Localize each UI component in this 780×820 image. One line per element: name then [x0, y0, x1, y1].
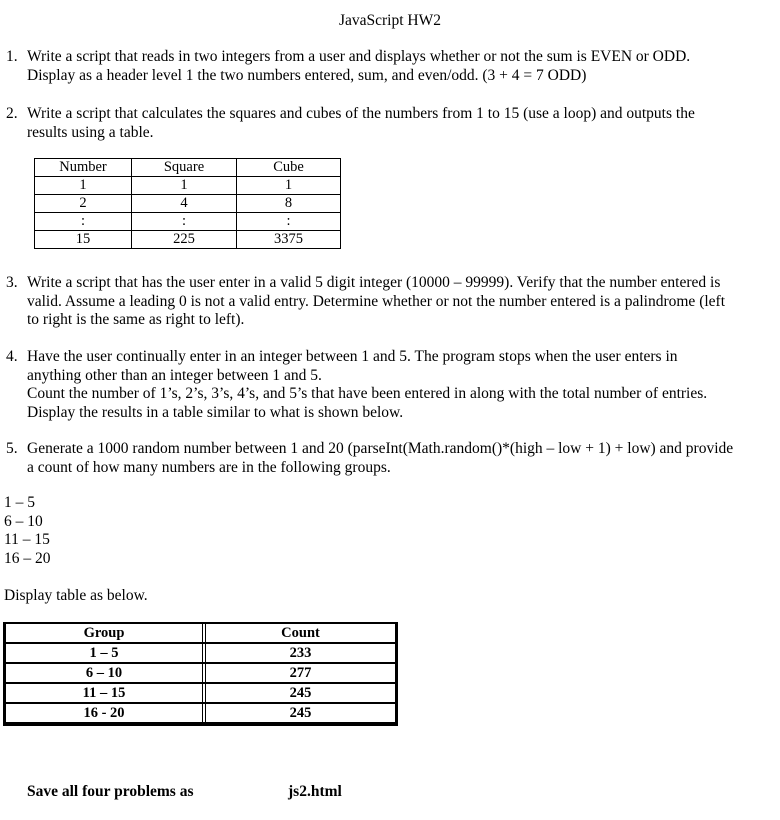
question-line: Generate a 1000 random number between 1 and 20 (parseInt(Math.random()*(high – low + 1) + low) and provide	[27, 440, 734, 457]
cell-count: 233	[205, 644, 396, 664]
document-title: JavaScript HW2	[338, 12, 441, 29]
cell-group: 11 – 15	[5, 684, 203, 704]
header-number: Number	[35, 159, 132, 177]
cell-group: 1 – 5	[5, 644, 203, 664]
question-line: Display as a header level 1 the two numbers entered, sum, and even/odd. (3 + 4 = 7 ODD)	[27, 66, 587, 84]
squares-cubes-table	[34, 158, 341, 249]
cell-number: 2	[35, 195, 132, 213]
cell-number: 15	[35, 231, 132, 249]
table-row	[35, 195, 341, 213]
question-line: to right is the same as right to left).	[27, 311, 245, 328]
display-instruction: Display table as below.	[4, 587, 148, 604]
table-header-row	[35, 159, 341, 177]
cell-group: 6 – 10	[5, 664, 203, 684]
header-square: Square	[132, 159, 237, 177]
table-row	[5, 644, 396, 664]
question-3	[6, 274, 766, 330]
groups-list	[4, 494, 51, 568]
question-line: a count of how many numbers are in the following groups.	[27, 458, 391, 476]
table-row	[35, 213, 341, 231]
question-line: valid. Assume a leading 0 is not a valid entry. Determine whether or not the number entered is a palindrome (left	[27, 292, 726, 310]
cell-cube: :	[237, 213, 341, 231]
group-item: 6 – 10	[4, 512, 43, 530]
save-instruction: Save all four problems as	[27, 783, 194, 800]
question-2	[6, 105, 766, 142]
question-line: anything other than an integer between 1 and 5.	[27, 366, 322, 384]
cell-square: 4	[132, 195, 237, 213]
question-line: Write a script that has the user enter in a valid 5 digit integer (10000 – 99999). Verify that the number entered is	[27, 274, 721, 291]
table-row	[5, 704, 396, 724]
save-filename: js2.html	[288, 783, 342, 800]
question-5	[6, 440, 766, 477]
question-line: Display the results in a table similar to what is shown below.	[27, 403, 404, 421]
cell-count: 277	[205, 664, 396, 684]
cell-cube: 3375	[237, 231, 341, 249]
table-row	[5, 684, 396, 704]
question-4	[6, 348, 766, 422]
header-count: Count	[205, 624, 396, 644]
cell-square: :	[132, 213, 237, 231]
table-row	[35, 177, 341, 195]
group-count-table-wrapper	[3, 622, 398, 726]
cell-count: 245	[205, 704, 396, 724]
question-line: results using a table.	[27, 123, 154, 141]
cell-cube: 1	[237, 177, 341, 195]
cell-square: 1	[132, 177, 237, 195]
question-line: Have the user continually enter in an integer between 1 and 5. The program stops when the user enters in	[27, 348, 678, 365]
question-number: 1.	[6, 48, 18, 65]
group-count-table	[3, 622, 398, 726]
table-row	[5, 664, 396, 684]
cell-number: :	[35, 213, 132, 231]
cell-square: 225	[132, 231, 237, 249]
question-1	[6, 48, 766, 85]
cell-number: 1	[35, 177, 132, 195]
cell-group: 16 - 20	[5, 704, 203, 724]
question-number: 2.	[6, 105, 18, 122]
table-row	[35, 231, 341, 249]
cell-count: 245	[205, 684, 396, 704]
group-item: 16 – 20	[4, 549, 51, 567]
question-line: Count the number of 1’s, 2’s, 3’s, 4’s, and 5’s that have been entered in along with the total number of entries.	[27, 385, 708, 402]
question-number: 5.	[6, 440, 18, 457]
cell-cube: 8	[237, 195, 341, 213]
table-header-row	[5, 624, 396, 644]
group-item: 11 – 15	[4, 531, 50, 548]
question-number: 3.	[6, 274, 18, 291]
header-group: Group	[5, 624, 203, 644]
question-number: 4.	[6, 348, 18, 365]
question-line: Write a script that reads in two integers from a user and displays whether or not the sum is EVEN or ODD.	[27, 48, 691, 65]
question-line: Write a script that calculates the squares and cubes of the numbers from 1 to 15 (use a loop) and outputs the	[27, 105, 695, 122]
group-item: 1 – 5	[4, 494, 35, 511]
header-cube: Cube	[237, 159, 341, 177]
